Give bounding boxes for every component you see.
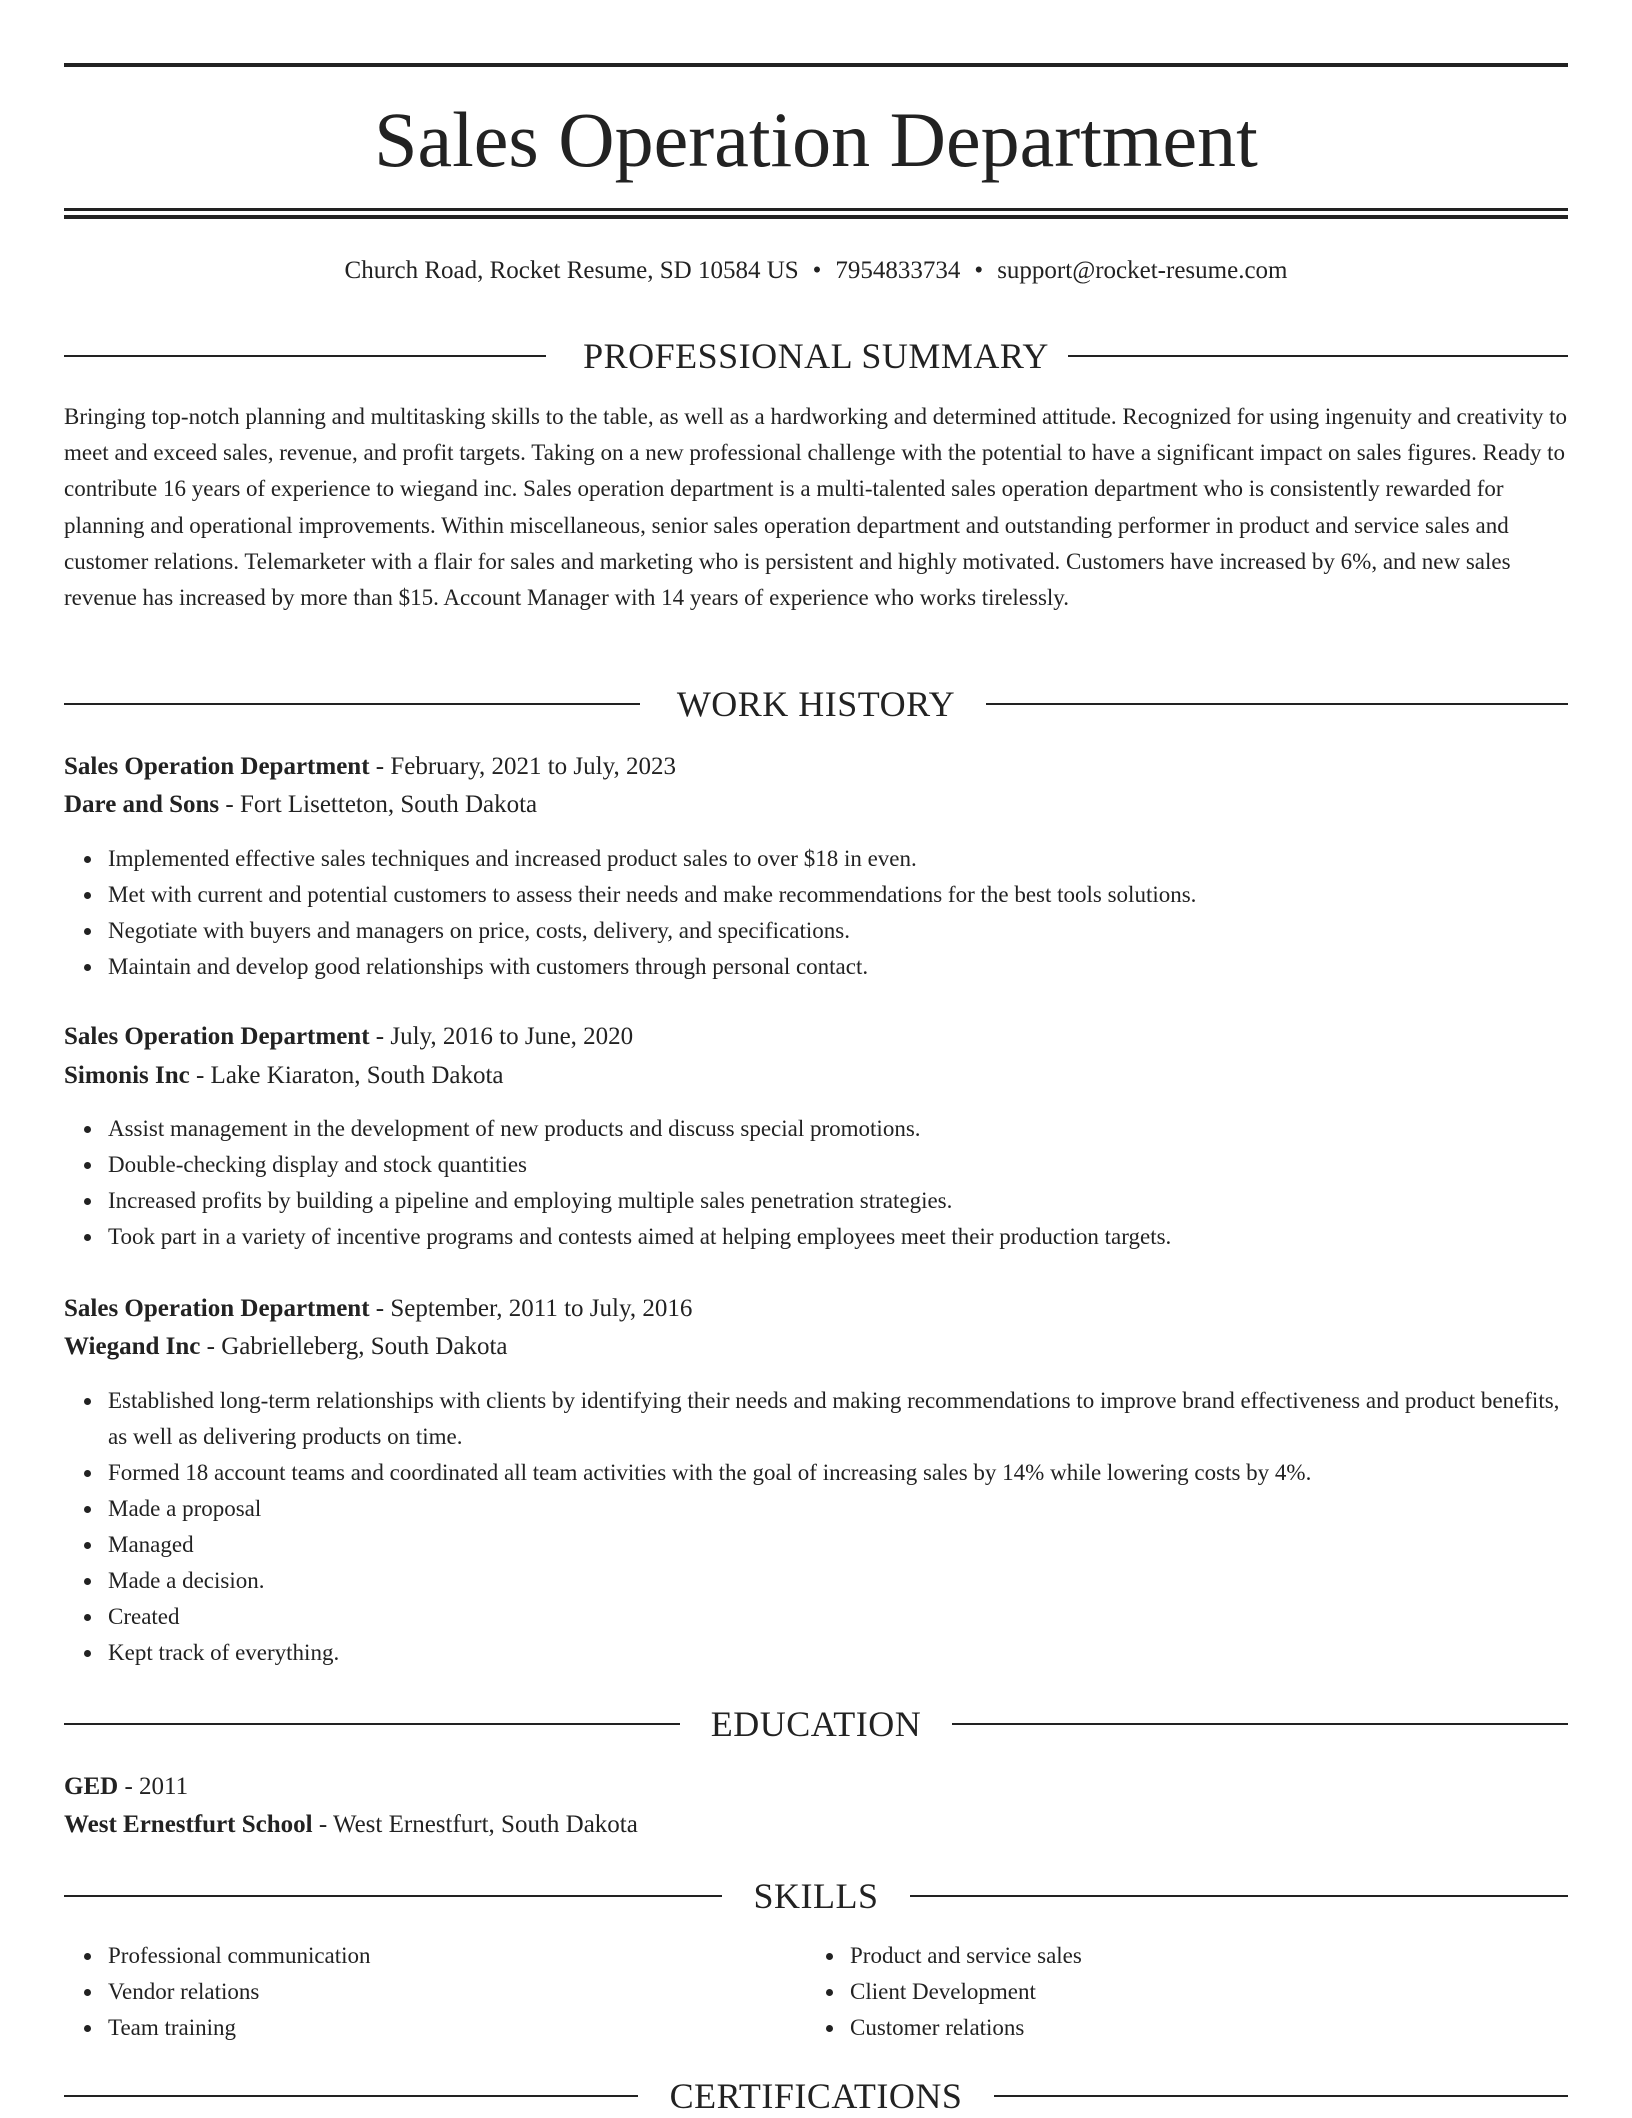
job-location: - Gabrielleberg, South Dakota	[200, 1333, 508, 1360]
job-location: - Lake Kiaraton, South Dakota	[189, 1062, 504, 1089]
education-year: - 2011	[118, 1773, 189, 1800]
job-bullets	[108, 841, 1568, 985]
skill-item: Customer relations	[850, 2010, 1550, 2046]
contact-email[interactable]: support@rocket-resume.com	[997, 257, 1288, 284]
job-title-line	[64, 1291, 692, 1327]
list-item: Increased profits by building a pipeline and employing multiple sales penetration strategies.	[108, 1183, 1568, 1219]
section-header-summary	[64, 334, 1568, 378]
job-dates: - February, 2021 to July, 2023	[369, 753, 676, 780]
candidate-name: Sales Operation Department	[374, 96, 1258, 183]
job-company-line	[64, 1329, 507, 1365]
list-item: Kept track of everything.	[108, 1635, 1568, 1671]
contact-separator: •	[974, 257, 984, 284]
job-role: Sales Operation Department	[64, 1023, 370, 1050]
job-company: Wiegand Inc	[64, 1333, 201, 1360]
list-item: Met with current and potential customers to assess their needs and make recommendations for the best tools solutions.	[108, 877, 1568, 913]
section-title-education: EDUCATION	[710, 1704, 922, 1744]
header-double-rule-lower	[64, 215, 1568, 219]
skills-list-left	[108, 1938, 788, 2046]
job-location: - Fort Lisetteton, South Dakota	[219, 791, 538, 818]
education-school-line	[64, 1807, 638, 1843]
section-title-work-history: WORK HISTORY	[676, 684, 956, 724]
job-company-line	[64, 1058, 504, 1094]
job-role: Sales Operation Department	[64, 753, 370, 780]
list-item: Maintain and develop good relationships with customers through personal contact.	[108, 949, 1568, 985]
list-item: Established long-term relationships with clients by identifying their needs and making recommendations to improve brand effectiveness and product benefits, as well as delivering products on time.	[108, 1383, 1568, 1455]
list-item: Implemented effective sales techniques and increased product sales to over $18 in even.	[108, 841, 1568, 877]
contact-address: Church Road, Rocket Resume, SD 10584 US	[344, 257, 799, 284]
job-company: Dare and Sons	[64, 791, 220, 818]
section-title-skills: SKILLS	[753, 1876, 879, 1916]
skills-list-right	[850, 1938, 1550, 2046]
list-item: Created	[108, 1599, 1568, 1635]
skill-item: Team training	[108, 2010, 788, 2046]
section-title-certifications: CERTIFICATIONS	[669, 2076, 963, 2116]
job-dates: - September, 2011 to July, 2016	[369, 1295, 693, 1322]
section-header-education	[64, 1702, 1568, 1746]
list-item: Assist management in the development of new products and discuss special promotions.	[108, 1111, 1568, 1147]
job-title-line	[64, 749, 676, 785]
list-item: Negotiate with buyers and managers on price, costs, delivery, and specifications.	[108, 913, 1568, 949]
job-title-line	[64, 1019, 633, 1055]
header-double-rule-upper	[64, 208, 1568, 211]
education-school: West Ernestfurt School	[64, 1811, 313, 1838]
skill-item: Product and service sales	[850, 1938, 1550, 1974]
job-company-line	[64, 787, 537, 823]
education-location: - West Ernestfurt, South Dakota	[312, 1811, 638, 1838]
list-item: Took part in a variety of incentive programs and contests aimed at helping employees meet their production targets.	[108, 1219, 1568, 1255]
contact-phone[interactable]: 7954833734	[835, 257, 961, 284]
section-title-summary: PROFESSIONAL SUMMARY	[583, 336, 1049, 376]
job-bullets	[108, 1383, 1568, 1671]
section-header-work-history	[64, 682, 1568, 726]
section-header-skills	[64, 1874, 1568, 1918]
job-bullets	[108, 1111, 1568, 1255]
skill-item: Client Development	[850, 1974, 1550, 2010]
header-top-rule	[64, 63, 1568, 67]
job-dates: - July, 2016 to June, 2020	[369, 1023, 634, 1050]
skill-item: Vendor relations	[108, 1974, 788, 2010]
summary-text: Bringing top-notch planning and multitasking skills to the table, as well as a hardworking and determined attitude. Recognized for using ingenuity and creativity to meet and exceed sales, revenue, and profit targets. Taking on a new professional challenge with the potential to have a significant impact on sales figures. Ready to contribute 16 years of experience to wiegand inc. Sales operation department is a multi-talented sales operation department who is consistently rewarded for planning and operational improvements. Within miscellaneous, senior sales operation department and outstanding performer in product and service sales and customer relations. Telemarketer with a flair for sales and marketing who is persistent and highly motivated. Customers have increased by 6%, and new sales revenue has increased by more than $15. Account Manager with 14 years of experience who works tirelessly.	[64, 404, 1567, 611]
list-item: Managed	[108, 1527, 1568, 1563]
list-item: Made a proposal	[108, 1491, 1568, 1527]
education-degree: GED	[64, 1773, 119, 1800]
list-item: Made a decision.	[108, 1563, 1568, 1599]
contact-line	[64, 254, 1568, 288]
education-degree-line	[64, 1769, 188, 1805]
list-item: Formed 18 account teams and coordinated all team activities with the goal of increasing sales by 14% while lowering costs by 4%.	[108, 1455, 1568, 1491]
list-item: Double-checking display and stock quantities	[108, 1147, 1568, 1183]
job-company: Simonis Inc	[64, 1062, 190, 1089]
section-header-certifications	[64, 2074, 1568, 2118]
contact-separator: •	[812, 257, 822, 284]
job-role: Sales Operation Department	[64, 1295, 370, 1322]
skill-item: Professional communication	[108, 1938, 788, 1974]
